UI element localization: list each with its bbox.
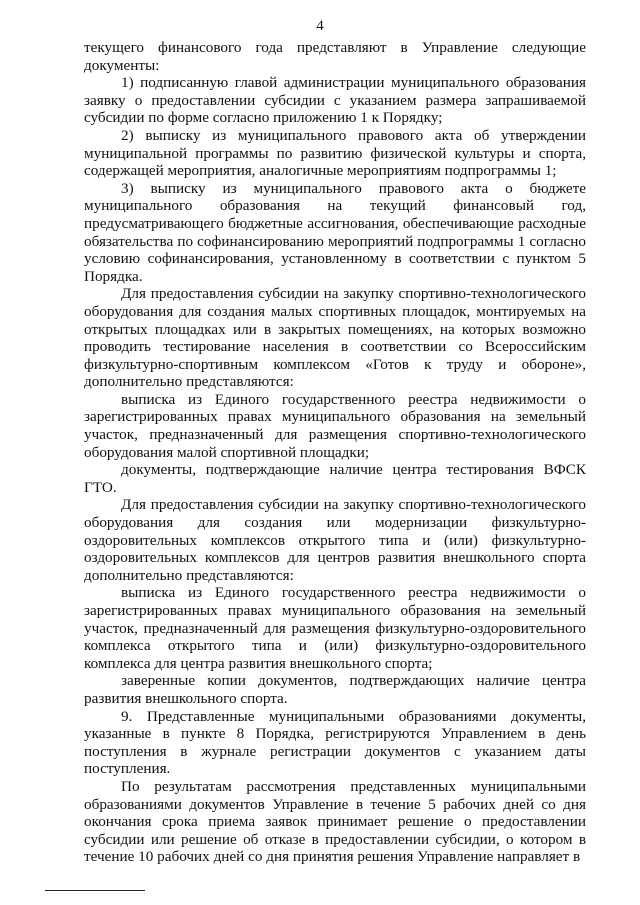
paragraph: 1) подписанную главой администрации муниципального образования заявку о предоставлении субсидии с указанием размера запрашиваемой субсидии по форме согласно приложению 1 к Порядку;: [84, 74, 586, 127]
page-number: 4: [316, 18, 324, 34]
paragraph: выписка из Единого государственного реестра недвижимости о зарегистрированных правах муниципального образования на земельный участок, предназначенный для размещения спортивно-технологического оборудования малой спортивной площадки;: [84, 390, 586, 461]
paragraph: 9. Представленные муниципальными образованиями документы, указанные в пункте 8 Порядка, регистрируются Управлением в день поступления в журнале регистрации документов с указанием даты поступления.: [84, 707, 586, 778]
document-body: [84, 39, 586, 866]
paragraph: 3) выписку из муниципального правового акта о бюджете муниципального образования на текущий финансовый год, предусматривающего бюджетные ассигнования, обеспечивающие расходные обязательства по софинансированию мероприятий подпрограммы 1 согласно условию софинансирования, установленному в соответствии с пунктом 5 Порядка.: [84, 179, 586, 285]
paragraph: выписка из Единого государственного реестра недвижимости о зарегистрированных правах муниципального образования на земельный участок, предназначенный для размещения физкультурно-оздоровительного комплекса открытого типа и (или) физкультурно-оздоровительного комплекса для центра развития внешкольного спорта;: [84, 584, 586, 672]
paragraph: Для предоставления субсидии на закупку спортивно-технологического оборудования для создания малых спортивных площадок, монтируемых на открытых площадках или в закрытых помещениях, на которых возможно проводить тестирование населения в соответствии со Всероссийским физкультурно-спортивным комплексом «Готов к труду и обороне», дополнительно представляются:: [84, 285, 586, 391]
paragraph: документы, подтверждающие наличие центра тестирования ВФСК ГТО.: [84, 461, 586, 496]
paragraph: 2) выписку из муниципального правового акта об утверждении муниципальной программы по развитию физической культуры и спорта, содержащей мероприятия, аналогичные мероприятиям подпрограммы 1;: [84, 126, 586, 180]
paragraph: Для предоставления субсидии на закупку спортивно-технологического оборудования для создания или модернизации физкультурно-оздоровительных комплексов открытого типа и (или) физкультурно-оздоровительных комплексов для центров развития внешкольного спорта дополнительно представляются:: [84, 496, 586, 584]
paragraph: заверенные копии документов, подтверждающих наличие центра развития внешкольного спорта.: [84, 672, 586, 707]
paragraph: По результатам рассмотрения представленных муниципальными образованиями документов Управление в течение 5 рабочих дней со дня окончания срока приема заявок принимает решение о предоставлении субсидии или решение об отказе в предоставлении субсидии, о котором в течение 10 рабочих дней со дня принятия решения Управление направляет в: [84, 777, 586, 866]
paragraph: текущего финансового года представляют в Управление следующие документы:: [84, 39, 586, 74]
footer-rule: [45, 890, 145, 891]
